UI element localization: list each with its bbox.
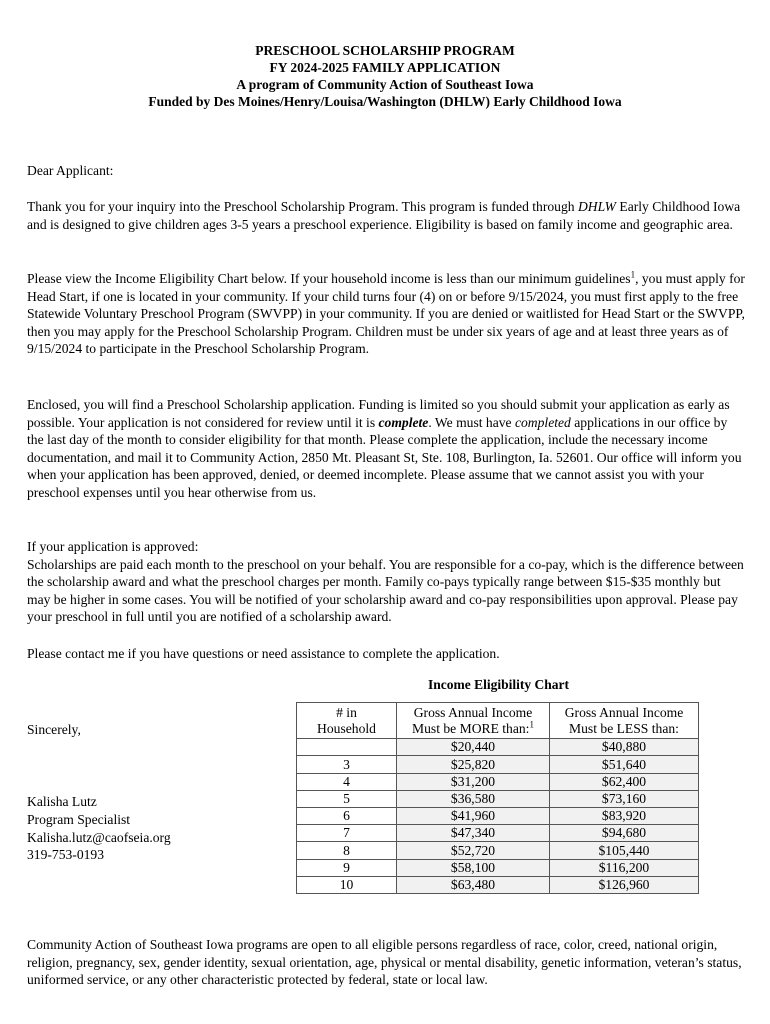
household-cell: 7: [297, 825, 397, 842]
approval-paragraph: [27, 538, 745, 626]
household-cell: 4: [297, 773, 397, 790]
document-header: [0, 42, 770, 110]
table-row: [297, 842, 699, 859]
closing: Sincerely,: [27, 722, 81, 737]
min-income-cell: $20,440: [397, 739, 550, 756]
household-cell: 5: [297, 790, 397, 807]
chart-title: Income Eligibility Chart: [428, 677, 569, 692]
application-text-emphasis: complete: [378, 414, 429, 430]
max-income-cell: $73,160: [550, 790, 699, 807]
min-income-cell: $36,580: [397, 790, 550, 807]
eligibility-text-b: , you must apply for Head Start, if one is located in your community. If your child turns four (4) on or before 9/15/2024, you must first apply to the free Statewide Voluntary Preschool Program (SWVPP) in your community. If you are denied or waitlisted for Head Start or the SWVPP, then you may apply for the Preschool Scholarship Program. Children must be under six years of age and at least three years as of 9/15/2024 to participate in the Preschool Scholarship Program.: [27, 271, 745, 357]
intro-paragraph: [27, 198, 745, 233]
intro-text-b: Early Childhood Iowa and is designed to give children ages 3-5 years a preschool experience. Eligibility is based on family income and geographic area.: [27, 199, 741, 232]
application-paragraph: [27, 396, 745, 502]
max-income-cell: $40,880: [550, 739, 699, 756]
application-text-a: Enclosed, you will find a Preschool Scholarship application. Funding is limited so you should submit your application as early as possible. Your application is not considered for review until it is: [27, 397, 730, 430]
footnote-marker: 1: [630, 269, 636, 280]
min-income-cell: $41,960: [397, 807, 550, 824]
household-cell: 9: [297, 859, 397, 876]
min-income-cell: $31,200: [397, 773, 550, 790]
min-income-cell: $63,480: [397, 876, 550, 893]
application-text-c: applications in our office by the last day of the month to consider eligibility for that month. Please complete the application, include the necessary income documentation, and mail it to Community Action, 2850 Mt. Pleasant St, Ste. 108, Burlington, Ia. 52601. Our office will inform you when your application has been approved, denied, or deemed incomplete. Please assume that we cannot assist you with your preschool expenses until you hear otherwise from us.: [27, 414, 742, 500]
eligibility-text-a: Please view the Income Eligibility Chart below. If your household income is less than our minimum guidelines: [27, 271, 631, 286]
min-income-cell: $47,340: [397, 825, 550, 842]
max-income-cell: $116,200: [550, 859, 699, 876]
min-income-cell: $58,100: [397, 859, 550, 876]
approval-body: Scholarships are paid each month to the preschool on your behalf. You are responsible for a co-pay, which is the difference between the scholarship award and what the preschool charges per month. Family co-pays typically range between $15-$35 monthly but may be higher in some cases. You will be notified of your scholarship award and co-pay responsibilities upon approval. Please pay your preschool in full until you are notified of a scholarship award.: [27, 556, 744, 625]
salutation: Dear Applicant:: [27, 163, 114, 178]
funding-line: Funded by Des Moines/Henry/Louisa/Washington (DHLW) Early Childhood Iowa: [148, 94, 622, 109]
application-year: FY 2024-2025 FAMILY APPLICATION: [269, 60, 501, 75]
max-income-cell: $62,400: [550, 773, 699, 790]
min-income-column-header: Gross Annual Income Must be MORE than:$^1$: [397, 703, 550, 739]
signer-email: Kalisha.lutz@caofseia.org: [27, 829, 171, 845]
signer-phone: 319-753-0193: [27, 847, 105, 863]
household-cell: 8: [297, 842, 397, 859]
income-eligibility-table: [296, 702, 699, 894]
signature-block: [27, 793, 171, 864]
max-income-column-header: Gross Annual Income Must be LESS than:: [550, 703, 699, 739]
table-row: [297, 807, 699, 824]
organization-line: A program of Community Action of Southeast Iowa: [236, 77, 534, 92]
min-income-cell: $52,720: [397, 842, 550, 859]
application-text-italic: completed: [514, 414, 571, 430]
eligibility-paragraph: [27, 270, 745, 358]
application-text-b: . We must have: [428, 414, 515, 430]
table-row: [297, 756, 699, 773]
max-income-cell: $126,960: [550, 876, 699, 893]
household-cell: [297, 739, 397, 756]
contact-paragraph: Please contact me if you have questions or need assistance to complete the application.: [27, 646, 500, 661]
max-income-cell: $51,640: [550, 756, 699, 773]
signer-name: Kalisha Lutz: [27, 794, 97, 809]
intro-text-italic: DHLW: [577, 199, 616, 214]
household-cell: 3: [297, 756, 397, 773]
table-header-row: [297, 703, 699, 739]
table-row: [297, 790, 699, 807]
program-title: PRESCHOOL SCHOLARSHIP PROGRAM: [255, 43, 515, 58]
household-cell: 6: [297, 807, 397, 824]
household-column-header: # in Household: [297, 703, 397, 739]
min-income-cell: $25,820: [397, 756, 550, 773]
table-row: [297, 739, 699, 756]
intro-text-a: Thank you for your inquiry into the Preschool Scholarship Program. This program is funded through: [27, 199, 578, 214]
table-row: [297, 876, 699, 893]
table-row: [297, 825, 699, 842]
table-row: [297, 773, 699, 790]
max-income-cell: $94,680: [550, 825, 699, 842]
approval-heading: If your application is approved:: [27, 539, 199, 554]
table-row: [297, 859, 699, 876]
max-income-cell: $83,920: [550, 807, 699, 824]
signer-title: Program Specialist: [27, 811, 131, 827]
household-cell: 10: [297, 876, 397, 893]
max-income-cell: $105,440: [550, 842, 699, 859]
nondiscrimination-statement: Community Action of Southeast Iowa programs are open to all eligible persons regardless of race, color, creed, national origin, religion, pregnancy, sex, gender identity, sexual orientation, age, physical or mental disability, genetic information, veteran’s status, uniformed service, or any other characteristic protected by federal, state or local law.: [27, 937, 742, 988]
